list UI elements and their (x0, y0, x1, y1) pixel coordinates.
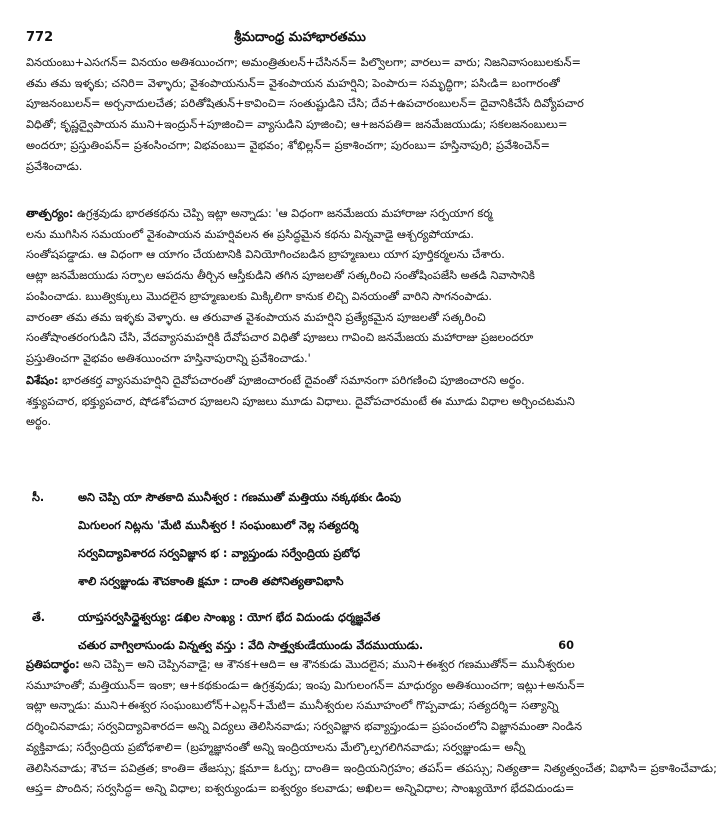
tatparyam-label: తాత్పర్యం: (26, 207, 74, 220)
pratipadartham-label: ప్రతిపదార్థం: (26, 658, 80, 671)
visesham-label: విశేషం: (26, 374, 59, 387)
poem-meter-teetageeti: తే. (32, 611, 46, 624)
poem-row (26, 604, 574, 632)
gloss-top-line: వినయంబు+ఎసఁగన్= వినయం అతిశయించగా; అమంత్రితులన్+చేసినన్= పిల్వొలగా; వారలు= వారు; నిజనివాసంబులకున్= (26, 56, 581, 69)
visesham-line: శక్త్యుపచార, భక్త్యుపచార, షోడశోపచార పూజలని పూజలు మూడు విధాలు. దైవోపచారమంటే ఈ మూడు విధాల అర్చించటమని (26, 394, 575, 408)
visesham-line: అర్థం. (26, 415, 52, 429)
visesham-text: భారతకర్త వ్యాసమహర్షిని దైవోపచారంతో పూజించారంటే దైవంతో సమానంగా పరిగణించి పూజించారని అర్థం. (58, 374, 525, 387)
poem-line: అని చెప్పి యా సౌతకాది మునీశ్వర : గణముతో మత్తియు నక్కథకుఁ డింపు (78, 491, 402, 504)
running-title: శ్రీమదాంధ్ర మహాభారతము (234, 30, 366, 45)
visesham-first-line (26, 371, 574, 392)
tatparyam-line: వారంతా తమ తమ ఇళ్ళకు వెళ్ళారు. ఆ తరువాత వైశంపాయన మహర్షిని ప్రత్యేకమైన పూజలతో సత్కరించి (26, 310, 486, 324)
gloss-top-line: ప్రవేశించాడు. (26, 159, 83, 173)
pratipadartham-line: వ్యక్తివాడు; సర్వేంద్రియ ప్రబోధశాలి= (బ్రహ్మజ్ఞానంతో అన్ని ఇంద్రియాలను మేల్కొల్పగలిగినవాడు; సర్వజ్ఞుండు= అన్నీ (26, 740, 526, 754)
poem-meter-seesam: సీ. (32, 491, 45, 504)
gloss-top-line: పూజనంబులన్= అర్చనాదులచేత; పరితోషితున్+కావించి= సంతుష్టుడిని చేసి; దేవ+ఉపచారంబులన్= దైవానికిచేసే దివ్యోపచార (26, 97, 584, 111)
page-header (26, 30, 574, 48)
page-number: 772 (26, 30, 54, 45)
pratipadartham-text: అని చెప్పి= అని చెప్పినవాడై; ఆ శౌనక+ఆది= ఆ శౌనకుడు మొదలైన; ముని+ఈశ్వర గణముతోన్= మునీశ్వరుల (79, 658, 575, 671)
poem-line: చతుర వాగ్విలాసుండు విన్నత్వ వస్తు : వేది సాత్త్వకుఁడేయుండు వేదముయుడు. (78, 639, 424, 652)
tatparyam-line: ఆట్లా జనమేజయుడు సర్పాల ఆపదను తీర్చిన ఆస్తీకుడిని తగిన పూజలతో సత్కరించి సంతోషింపజేసి అతడి నివాసానికి (26, 269, 535, 283)
poem-line: యాప్తసర్వసిద్ధైశ్వర్యు: డఖిల సాంఖ్య : యోగ భేద విదుండు ధర్మజ్ఞవేత (78, 611, 381, 624)
tatparyam-line: లను ముగిసిన సమయంలో వైశంపాయన మహర్షివలన ఈ ప్రసిద్ధమైన కథను విన్నవాడై ఆశ్చర్యపోయాడు. (26, 227, 474, 241)
poem-line: శాలి సర్వజ్ఞుండు శౌచకాంతి క్షమా : దాంతి తపోనిత్యతావిభాసి (78, 575, 344, 588)
pratipadartham-line: ఇట్లా అన్నాడు: ముని+ఈశ్వర సంఘంబులోన్+ఎల్లన్+మేటి= మునీశ్వరుల సమూహంలో గొప్పవాడు; సత్యదర్శి= సత్యాన్ని (26, 699, 559, 713)
gloss-top-line: తమ తమ ఇళ్ళకు; చనిరి= వెళ్ళారు; వైశంపాయనున్= వైశంపాయన మహర్షిని; పెంపారు= సమృద్ధిగా; పసిఁడి= బంగారంతో (26, 76, 560, 90)
pratipadartham-first-line (26, 655, 574, 676)
tatparyam-line: సంతోషాంతరంగుడిని చేసి, వేదవ్యాసమహర్షికి దేవోపచార విధితో పూజలు గావించి జనమేజయ మహారాజు ప్రజలందరూ (26, 331, 534, 345)
pratipadartham-line: తెలిసినవాడు; శౌచ= పవిత్రత; కాంతి= తేజస్సు; క్షమా= ఓర్పు; దాంతి= ఇంద్రియనిగ్రహం; తపస్= తపస్సు; నిత్యతా= నిత్యత్వంచేత; విభాసి= ప్రకాశించేవాడు; (26, 761, 717, 775)
tatparyam-line: పంపించాడు. ఋత్విక్కులు మొదలైన బ్రాహ్మణులకు మిక్కిలిగా కానుక లిచ్చి వినయంతో వారిని సాగనంపాడు. (26, 289, 493, 303)
poem-row (26, 540, 574, 568)
poem-line: సర్వవిద్యావిశారద సర్వవిజ్ఞాన భ : వ్యాప్తుండు సర్వేంద్రియ ప్రబోధ (78, 547, 361, 560)
visesham-paragraph (26, 371, 574, 433)
gloss-top-line: అందరూ; ప్రస్తుతింపన్= ప్రశంసించగా; విభవంబు= వైభవం; శోభిల్లన్= ప్రకాశించగా; పురంబు= హస్తినాపురి; ప్రవేశించెన్= (26, 138, 550, 152)
tatparyam-first-line (26, 204, 574, 225)
tatparyam-text: ఉగ్రశ్రవుడు భారతకథను చెప్పి ఇట్లా అన్నాడు: 'ఆ విధంగా జనమేజయ మహారాజు సర్పయాగ కర్మ (73, 207, 493, 220)
tatparyam-paragraph (26, 204, 574, 370)
verse-number: 60 (558, 639, 574, 652)
pratipadartham-line: ఆప్త= పొందిన; సర్వసిద్ధ= అన్ని విధాల; ఐశ్వర్యుండు= ఐశ్వర్యం కలవాడు; అఖిల= అన్నివిధాల; సాంఖ్యయోగ భేదవిదుండు= (26, 782, 575, 796)
poem-row (26, 568, 574, 596)
gloss-top-paragraph (26, 53, 584, 177)
tatparyam-line: ప్రస్తుతించగా వైభవం అతిశయించగా హస్తినాపురాన్ని ప్రవేశించాడు.' (26, 351, 311, 365)
poem-line: మిగులంగ నిట్లను 'మేటి మునీశ్వర ! సంఘంబులో నెల్ల సత్యదర్శి (78, 519, 359, 532)
poem-row (26, 484, 574, 512)
poem-row (26, 512, 574, 540)
tatparyam-line: సంతోషపడ్డాడు. ఆ విధంగా ఆ యాగం చేయటానికి వినియోగించబడిన బ్రాహ్మణులు యాగ పూర్తికర్మలను చేశారు. (26, 248, 505, 262)
pratipadartham-paragraph (26, 655, 717, 800)
poem-block (26, 484, 574, 660)
pratipadartham-line: దర్శించినవాడు; సర్వవిద్యావిశారద= అన్ని విద్యలు తెలిసినవాడు; సర్వవిజ్ఞాన భవ్యాప్తుండు= ప్రపంచంలోని విజ్ఞానమంతా నిండిన (26, 720, 583, 734)
gloss-top-line: విధితో; కృష్ణద్వైపాయన ముని+ఇంద్రున్+పూజించి= వ్యాసుడిని పూజించి; ఆ+జనపతి= జనమేజయుడు; సకలజనంబులు= (26, 118, 568, 132)
pratipadartham-line: సమూహంతో; మత్తియున్= ఇంకా; ఆ+కథకుండు= ఉగ్రశ్రవుడు; ఇంపు మిగులంగన్= మాధుర్యం అతిశయించగా; ఇట్లు+అనున్= (26, 678, 586, 692)
